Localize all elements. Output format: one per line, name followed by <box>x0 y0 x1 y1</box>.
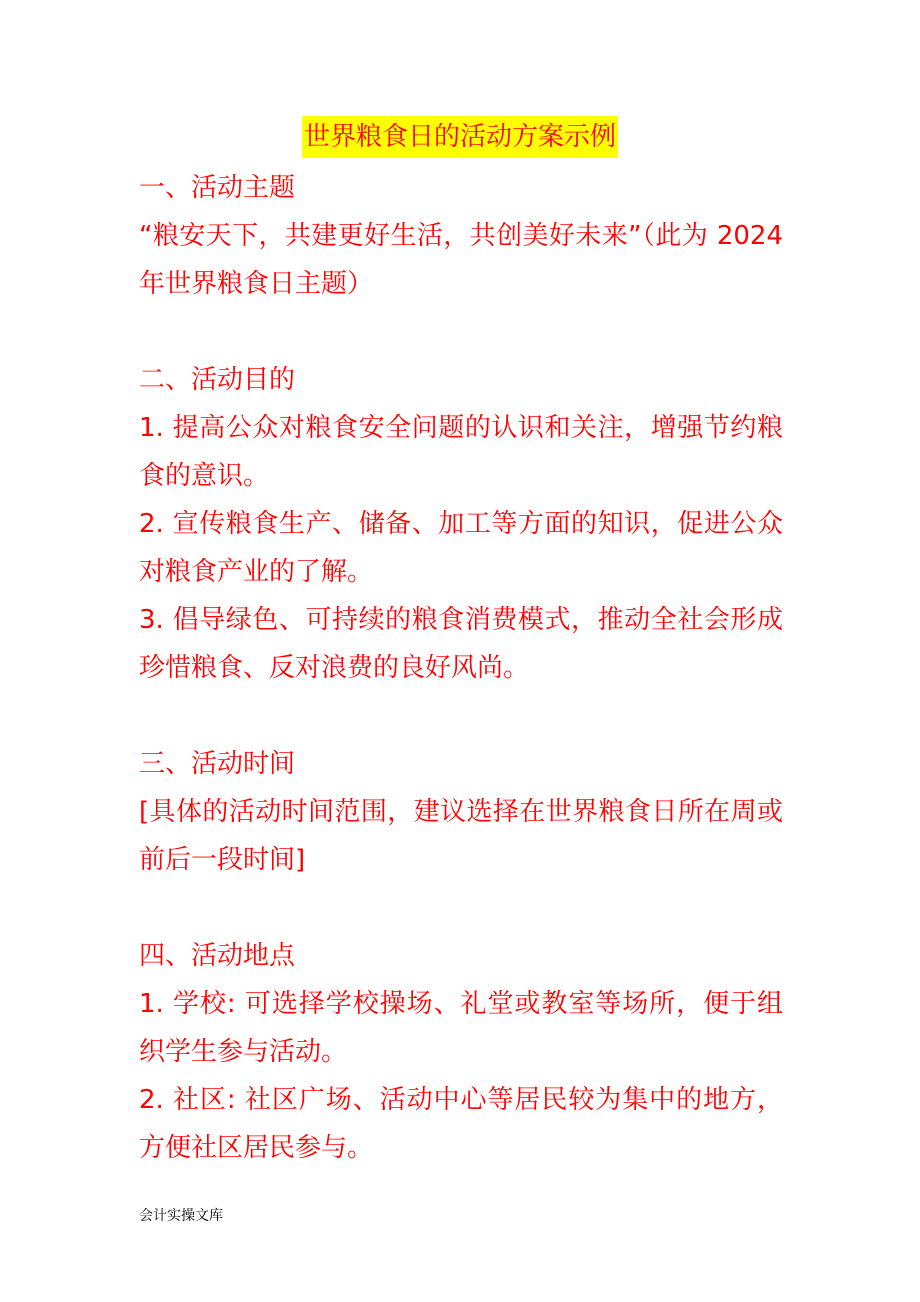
paragraph: [具体的活动时间范围，建议选择在世界粮食日所在周或前后一段时间] <box>139 797 783 875</box>
section-heading: 一、活动主题 <box>139 173 296 203</box>
list-item: 2. 宣传粮食生产、储备、加工等方面的知识，促进公众对粮食产业的了解。 <box>139 509 783 587</box>
paragraph: “粮安天下，共建更好生活，共创美好未来”（此为 2024年世界粮食日主题） <box>139 221 783 299</box>
section-heading: 三、活动时间 <box>139 749 296 779</box>
section-heading: 二、活动目的 <box>139 365 296 395</box>
document-body <box>139 164 783 1172</box>
list-item: 1. 学校: 可选择学校操场、礼堂或教室等场所，便于组织学生参与活动。 <box>139 989 783 1067</box>
spacer <box>139 692 783 740</box>
document-title: 世界粮食日的活动方案示例 <box>302 116 618 158</box>
section-location <box>139 932 783 1172</box>
section-purpose <box>139 356 783 692</box>
section-theme <box>139 164 783 308</box>
spacer <box>139 884 783 932</box>
section-heading: 四、活动地点 <box>139 941 296 971</box>
footer-label: 会计实操文库 <box>139 1208 223 1224</box>
title-container <box>0 116 920 158</box>
spacer <box>139 308 783 356</box>
list-item: 2. 社区: 社区广场、活动中心等居民较为集中的地方，方便社区居民参与。 <box>139 1085 783 1163</box>
list-item: 1. 提高公众对粮食安全问题的认识和关注，增强节约粮食的意识。 <box>139 413 783 491</box>
section-time <box>139 740 783 884</box>
list-item: 3. 倡导绿色、可持续的粮食消费模式，推动全社会形成珍惜粮食、反对浪费的良好风尚。 <box>139 605 783 683</box>
